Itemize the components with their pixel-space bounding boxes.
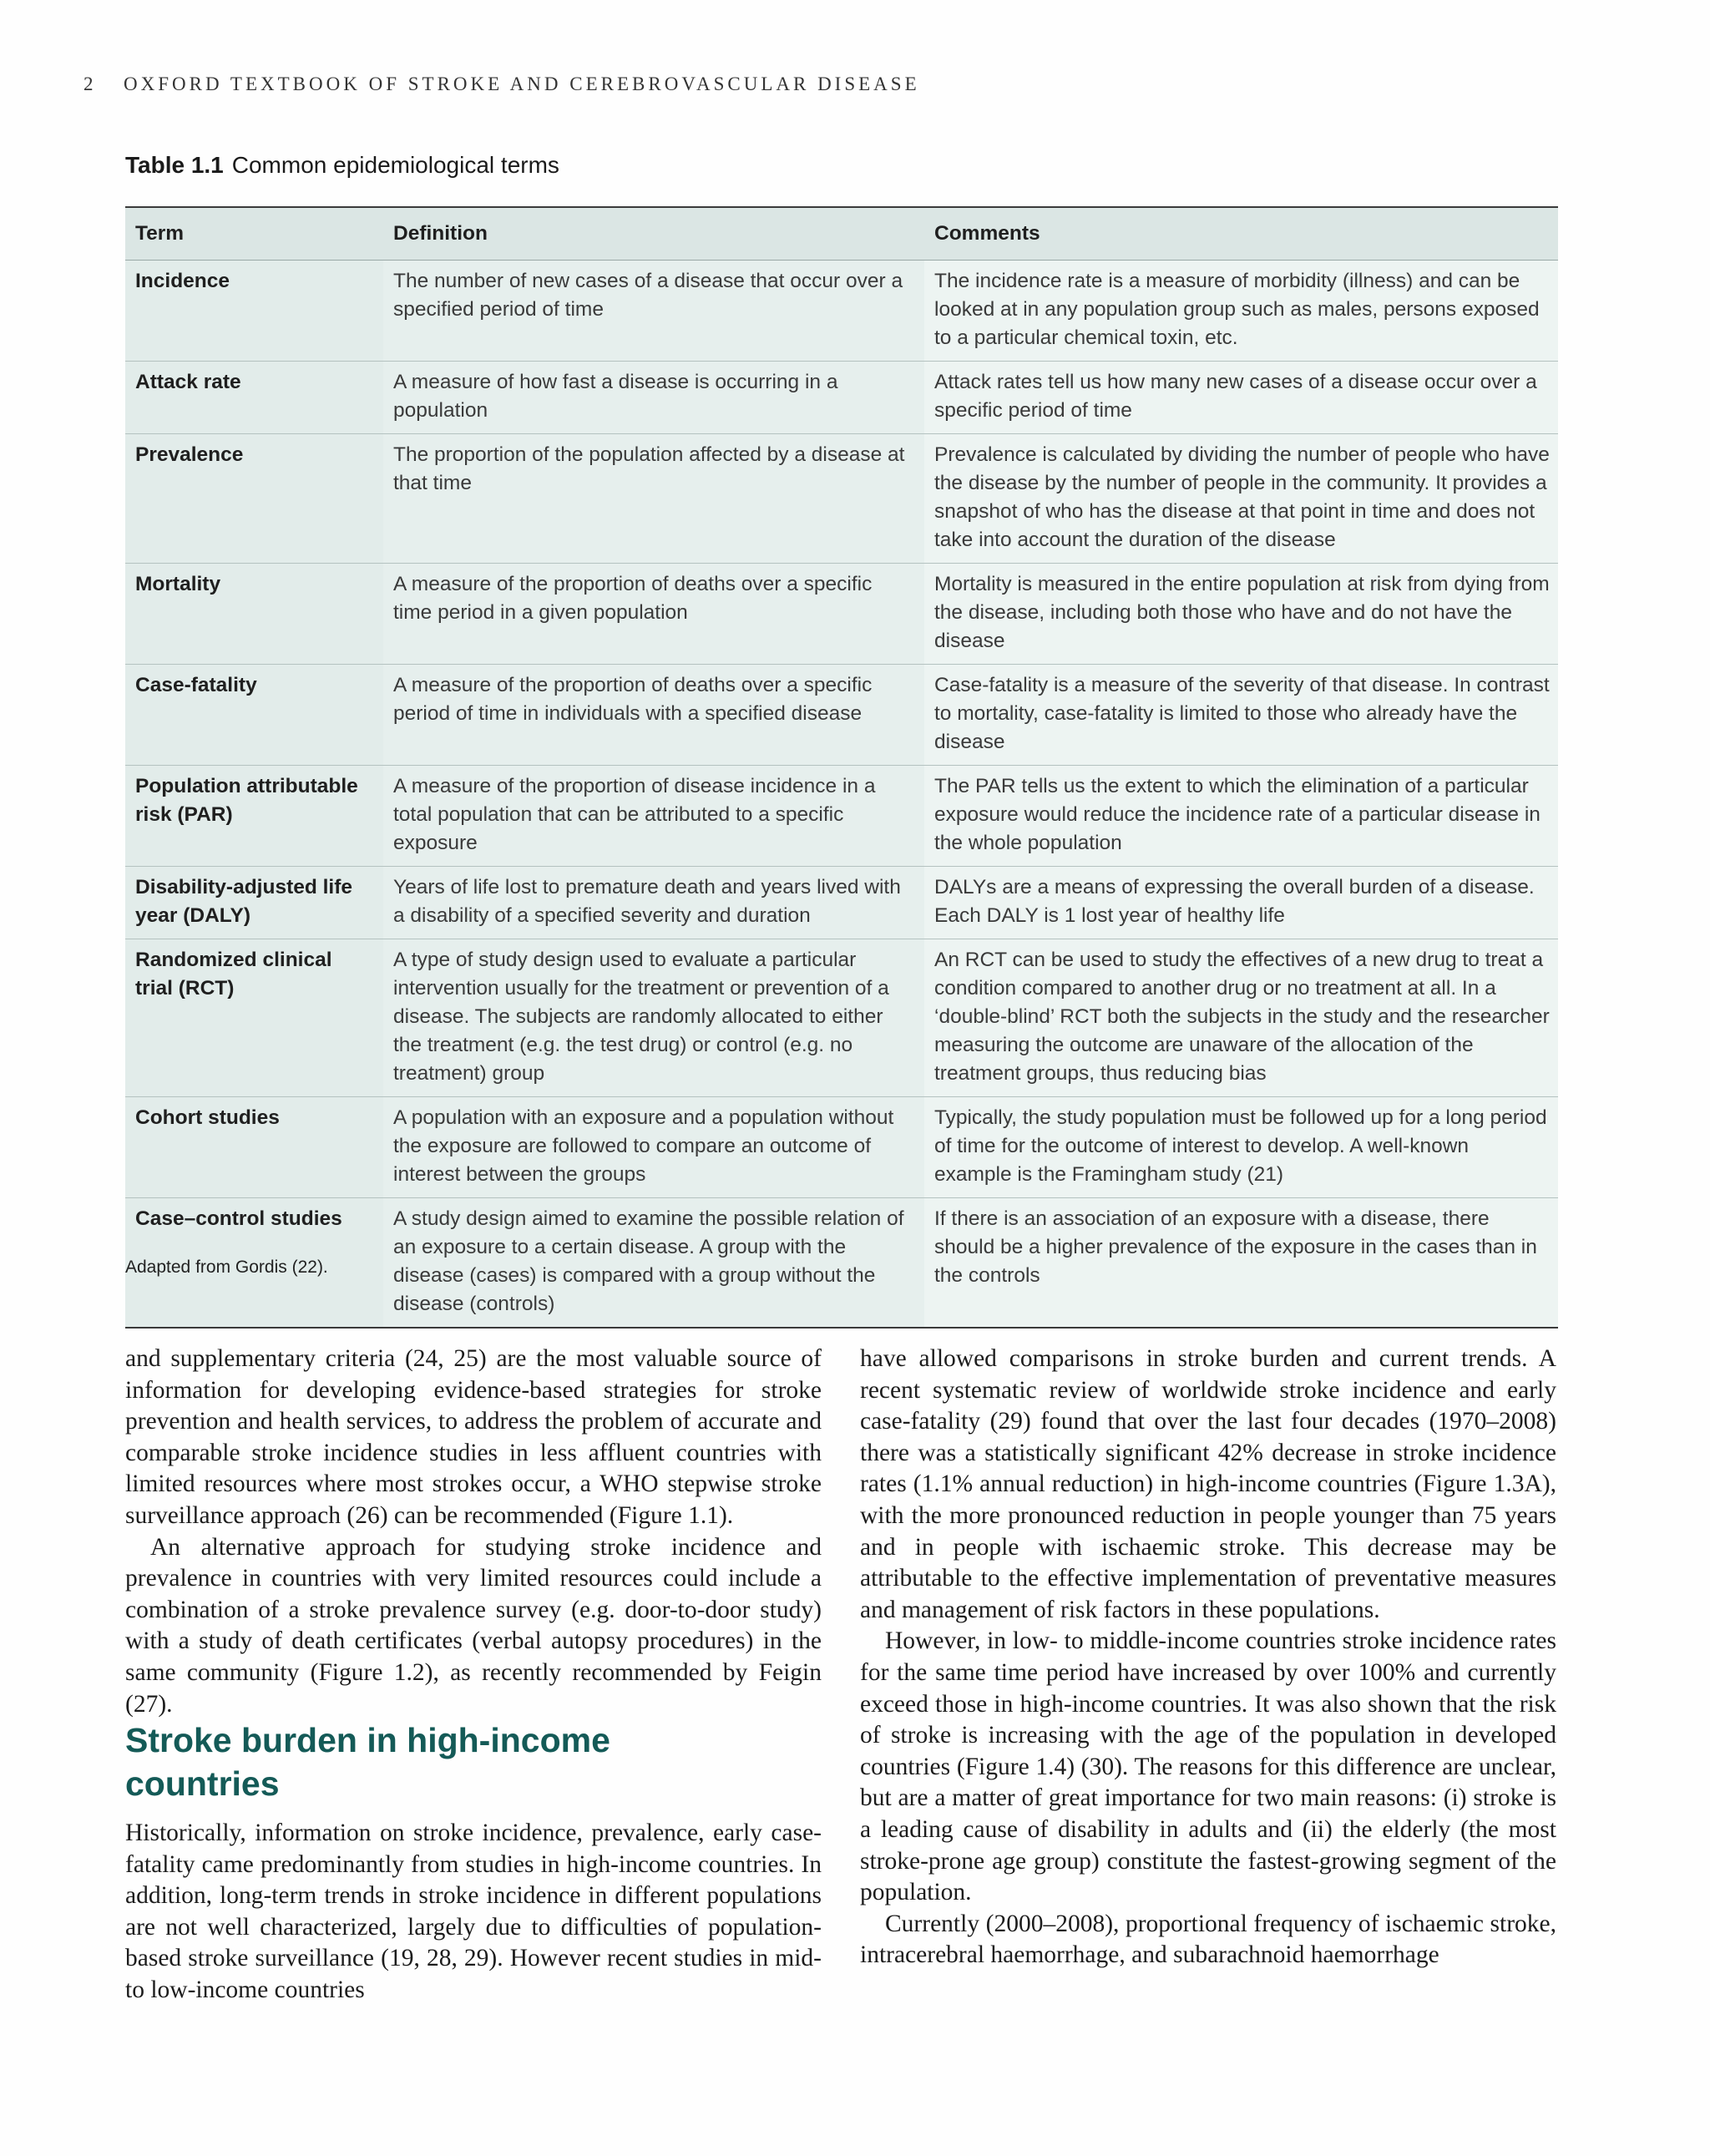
term-cell: Prevalence [125, 434, 383, 564]
running-head [83, 73, 1570, 95]
term-cell: Case-fatality [125, 665, 383, 766]
comments-cell: Attack rates tell us how many new cases of a disease occur over a specific period of time [924, 362, 1558, 434]
table-header-row [125, 207, 1558, 261]
table-row [125, 434, 1558, 564]
comments-cell: Mortality is measured in the entire population at risk from dying from the disease, including both those who have and do not have the disease [924, 564, 1558, 665]
body-paragraph: have allowed comparisons in stroke burden and current trends. A recent systematic review of worldwide stroke incidence and early case-fatality (29) found that over the last four decades (1970–2008) there was a statistically significant 42% decrease in stroke incidence rates (1.1% annual reduction) in high-income countries (Figure 1.3A), with the more pronounced reduction in people younger than 75 years and in people with ischaemic stroke. This decrease may be attributable to the effective implementation of preventative measures and management of risk factors in these populations. [860, 1345, 1556, 1623]
definition-cell: The number of new cases of a disease that occur over a specified period of time [383, 261, 924, 362]
table-row [125, 766, 1558, 867]
definition-cell: A type of study design used to evaluate a particular intervention usually for the treatment or prevention of a disease. The subjects are randomly allocated to either the treatment (e.g. the test drug) or control (e.g. no treatment) group [383, 939, 924, 1097]
table-row [125, 362, 1558, 434]
table-row [125, 1198, 1558, 1329]
term-cell: Disability-adjusted life year (DALY) [125, 867, 383, 939]
table-row [125, 665, 1558, 766]
table-row [125, 939, 1558, 1097]
definition-cell: A measure of the proportion of disease incidence in a total population that can be attributed to a specific exposure [383, 766, 924, 867]
header-comments: Comments [924, 207, 1558, 261]
body-paragraph: However, in low- to middle-income countries stroke incidence rates for the same time period have increased by over 100% and currently exceed those in high-income countries. It was also shown that the risk of stroke is increasing with the age of the population in developed countries (Figure 1.4) (30). The reasons for this difference are unclear, but are a matter of great importance for two main reasons: (i) stroke is a leading cause of disability in adults and (ii) the elderly (the most stroke-prone age group) constitute the fastest-growing segment of the population. [860, 1627, 1556, 1906]
term-cell: Randomized clinical trial (RCT) [125, 939, 383, 1097]
definition-cell: A measure of the proportion of deaths over a specific period of time in individuals with a specified disease [383, 665, 924, 766]
epidemiological-terms-table [125, 206, 1558, 1329]
term-cell: Population attributable risk (PAR) [125, 766, 383, 867]
comments-cell: Prevalence is calculated by dividing the number of people who have the disease by the number of people in the community. It provides a snapshot of who has the disease at that point in time and does not take into account the duration of the disease [924, 434, 1558, 564]
body-paragraph: An alternative approach for studying stroke incidence and prevalence in countries with very limited resources could include a combination of a stroke prevalence survey (e.g. door-to-door study) with a study of death certificates (verbal autopsy procedures) in the same community (Figure 1.2), as recently recommended by Feigin (27). [125, 1533, 822, 1718]
table-caption [125, 152, 559, 179]
header-definition: Definition [383, 207, 924, 261]
definition-cell: A study design aimed to examine the possible relation of an exposure to a certain disease. A group with the disease (cases) is compared with a group without the disease (controls) [383, 1198, 924, 1329]
table-row [125, 1097, 1558, 1198]
definition-cell: A population with an exposure and a population without the exposure are followed to compare an outcome of interest between the groups [383, 1097, 924, 1198]
table-title: Common epidemiological terms [231, 152, 559, 178]
definition-cell: Years of life lost to premature death and years lived with a disability of a specified severity and duration [383, 867, 924, 939]
section-heading: Stroke burden in high-income countries [125, 1721, 610, 1803]
term-cell: Cohort studies [125, 1097, 383, 1198]
comments-cell: The PAR tells us the extent to which the elimination of a particular exposure would reduce the incidence rate of a particular disease in the whole population [924, 766, 1558, 867]
comments-cell: An RCT can be used to study the effectives of a new drug to treat a condition compared to another drug or no treatment at all. In a ‘double-blind’ RCT both the subjects in the study and the researcher measuring the outcome are unaware of the allocation of the treatment groups, thus reducing bias [924, 939, 1558, 1097]
term-cell: Mortality [125, 564, 383, 665]
book-title: OXFORD TEXTBOOK OF STROKE AND CEREBROVASCULAR DISEASE [124, 73, 920, 94]
section-text [125, 1818, 822, 2007]
body-paragraph: Currently (2000–2008), proportional frequency of ischaemic stroke, intracerebral haemorrhage, and subarachnoid haemorrhage [860, 1910, 1556, 1969]
table-source-note: Adapted from Gordis (22). [125, 1258, 328, 1277]
term-cell: Incidence [125, 261, 383, 362]
body-paragraph: Historically, information on stroke incidence, prevalence, early case-fatality came predominantly from studies in high-income countries. In addition, long-term trends in stroke incidence in different populations are not well characterized, largely due to difficulties of population-based stroke surveillance (19, 28, 29). However recent studies in mid- to low-income countries [125, 1819, 822, 2003]
comments-cell: The incidence rate is a measure of morbidity (illness) and can be looked at in any population group such as males, persons exposed to a particular chemical toxin, etc. [924, 261, 1558, 362]
definition-cell: A measure of the proportion of deaths over a specific time period in a given population [383, 564, 924, 665]
definition-cell: The proportion of the population affected by a disease at that time [383, 434, 924, 564]
page-number: 2 [83, 73, 94, 94]
right-column-text [860, 1344, 1556, 1971]
comments-cell: Typically, the study population must be followed up for a long period of time for the outcome of interest to develop. A well-known example is the Framingham study (21) [924, 1097, 1558, 1198]
comments-cell: Case-fatality is a measure of the severity of that disease. In contrast to mortality, case-fatality is limited to those who already have the disease [924, 665, 1558, 766]
table-number: Table 1.1 [125, 152, 224, 178]
table-row [125, 867, 1558, 939]
left-column-text [125, 1344, 822, 1720]
term-cell: Attack rate [125, 362, 383, 434]
body-paragraph: and supplementary criteria (24, 25) are the most valuable source of information for developing evidence-based strategies for stroke prevention and health services, to address the problem of accurate and comparable stroke incidence studies in less affluent countries with limited resources where most strokes occur, a WHO stepwise stroke surveillance approach (26) can be recommended (Figure 1.1). [125, 1345, 822, 1529]
table-row [125, 564, 1558, 665]
table-row [125, 261, 1558, 362]
comments-cell: If there is an association of an exposure with a disease, there should be a higher prevalence of the exposure in the cases than in the controls [924, 1198, 1558, 1329]
comments-cell: DALYs are a means of expressing the overall burden of a disease. Each DALY is 1 lost year of healthy life [924, 867, 1558, 939]
definition-cell: A measure of how fast a disease is occurring in a population [383, 362, 924, 434]
term-cell: Case–control studies [125, 1198, 383, 1329]
header-term: Term [125, 207, 383, 261]
